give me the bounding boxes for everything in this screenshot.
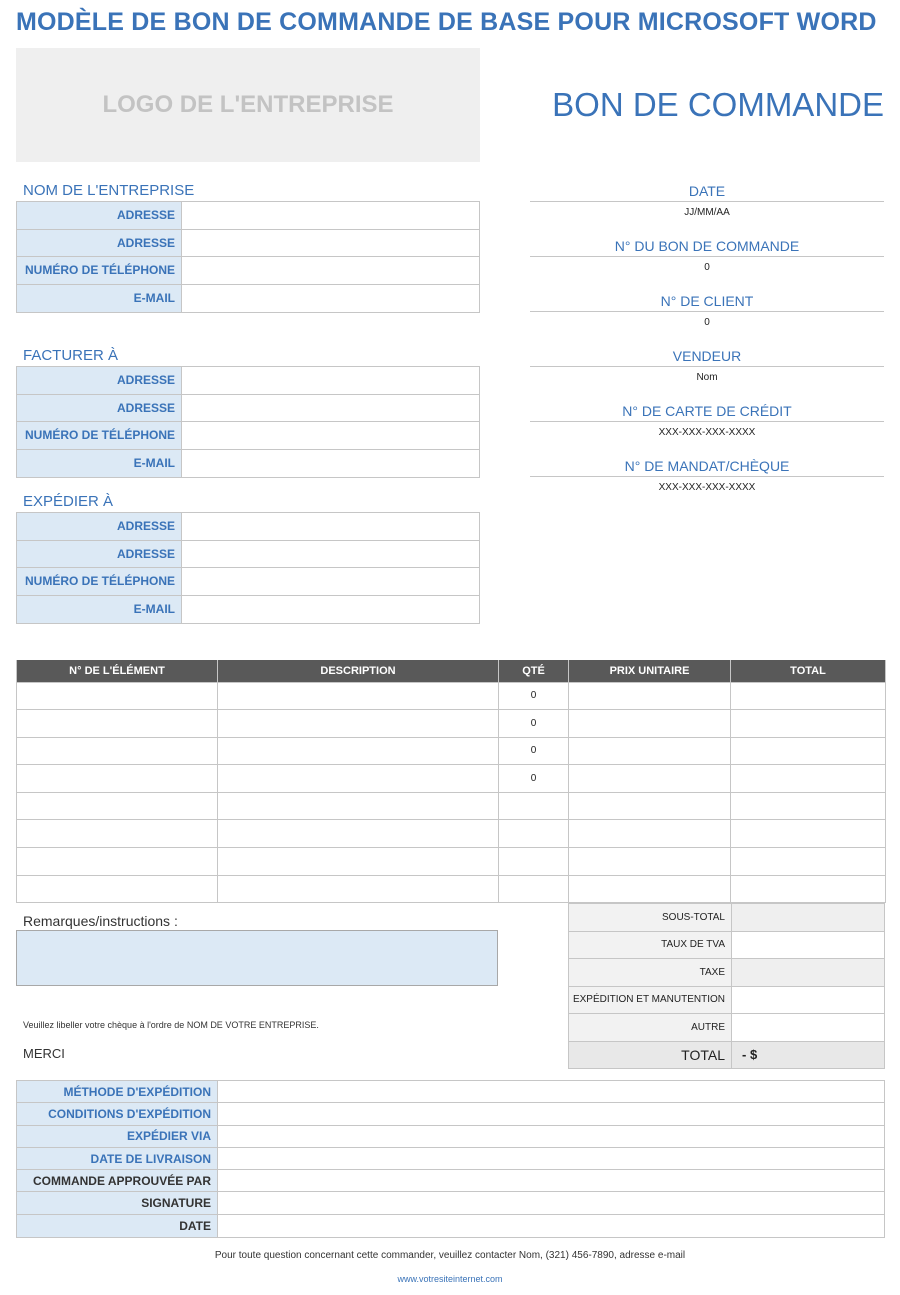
field-label: ADRESSE: [17, 230, 182, 257]
bill-to-row-address-2: [17, 395, 479, 423]
ship-to-row-address-1: [17, 513, 479, 541]
quantity-cell[interactable]: [499, 875, 569, 903]
ship-to-row-address-2: [17, 541, 479, 569]
bill-to-row-address-1: [17, 367, 479, 395]
approval-date-row: [17, 1215, 884, 1237]
seller-block: [530, 348, 884, 386]
ship-to-heading: EXPÉDIER À: [23, 493, 114, 510]
item-number-header: N° DE L'ÉLÉMENT: [17, 660, 218, 682]
approved-by-label: COMMANDE APPROUVÉE PAR: [17, 1170, 218, 1191]
ship-to-row-phone: [17, 568, 479, 596]
shipping-handling-label: EXPÉDITION ET MANUTENTION: [569, 986, 732, 1014]
company-row-address-1: [17, 202, 479, 230]
po-number-label: N° DU BON DE COMMANDE: [530, 238, 884, 257]
shipping-method-row: [17, 1081, 884, 1103]
remarks-label: Remarques/instructions :: [23, 913, 178, 929]
shipping-handling-value[interactable]: [732, 986, 885, 1014]
field-label: ADRESSE: [17, 367, 182, 394]
field-label: ADRESSE: [17, 513, 182, 540]
other-row: [569, 1014, 885, 1042]
item-number-cell[interactable]: [17, 737, 218, 765]
delivery-date-label: DATE DE LIVRAISON: [17, 1148, 218, 1169]
date-block: [530, 183, 884, 221]
money-order-block: [530, 458, 884, 496]
quantity-cell[interactable]: [499, 848, 569, 876]
tax-row: [569, 959, 885, 987]
bill-to-phone-field[interactable]: [182, 422, 479, 449]
seller-label: VENDEUR: [530, 348, 884, 367]
total-cell[interactable]: [731, 875, 886, 903]
unit-price-header: PRIX UNITAIRE: [569, 660, 731, 682]
description-header: DESCRIPTION: [218, 660, 499, 682]
item-number-cell[interactable]: [17, 820, 218, 848]
shipping-terms-row: [17, 1103, 884, 1125]
total-cell[interactable]: [731, 737, 886, 765]
customer-number-block: [530, 293, 884, 331]
credit-card-label: N° DE CARTE DE CRÉDIT: [530, 403, 884, 422]
shipping-method-field[interactable]: [218, 1081, 884, 1102]
table-row: [17, 737, 886, 765]
tax-label: TAXE: [569, 959, 732, 987]
website-link[interactable]: www.votresiteinternet.com: [397, 1274, 503, 1284]
quantity-cell[interactable]: 0: [499, 765, 569, 793]
quantity-cell[interactable]: 0: [499, 737, 569, 765]
item-number-cell[interactable]: [17, 875, 218, 903]
description-cell[interactable]: [218, 682, 499, 710]
ship-via-label: EXPÉDIER VIA: [17, 1126, 218, 1147]
delivery-date-row: [17, 1148, 884, 1170]
field-label: NUMÉRO DE TÉLÉPHONE: [17, 568, 182, 595]
ship-to-address-2-field[interactable]: [182, 541, 479, 568]
description-cell[interactable]: [218, 710, 499, 738]
total-cell[interactable]: [731, 710, 886, 738]
ship-via-row: [17, 1126, 884, 1148]
signature-label: SIGNATURE: [17, 1192, 218, 1213]
company-address-table: [16, 201, 480, 313]
table-row: [17, 682, 886, 710]
approved-by-field[interactable]: [218, 1170, 884, 1191]
description-cell[interactable]: [218, 820, 499, 848]
logo-placeholder: [16, 48, 480, 162]
table-row: [17, 848, 886, 876]
quantity-cell[interactable]: 0: [499, 710, 569, 738]
description-cell[interactable]: [218, 765, 499, 793]
bill-to-email-field[interactable]: [182, 450, 479, 478]
total-cell[interactable]: [731, 682, 886, 710]
ship-via-field[interactable]: [218, 1126, 884, 1147]
ship-to-phone-field[interactable]: [182, 568, 479, 595]
credit-card-block: [530, 403, 884, 441]
bill-to-row-email: [17, 450, 479, 478]
company-phone-field[interactable]: [182, 257, 479, 284]
field-label: E-MAIL: [17, 285, 182, 313]
date-label: DATE: [530, 183, 884, 202]
payable-note: Veuillez libeller votre chèque à l'ordre de NOM DE VOTRE ENTREPRISE.: [23, 1020, 319, 1030]
shipping-terms-label: CONDITIONS D'EXPÉDITION: [17, 1103, 218, 1124]
company-row-email: [17, 285, 479, 313]
shipping-details-table: [16, 1080, 885, 1238]
money-order-value[interactable]: XXX-XXX-XXX-XXXX: [658, 482, 756, 493]
company-row-phone: [17, 257, 479, 285]
items-table: [16, 660, 886, 903]
unit-price-cell[interactable]: [569, 792, 731, 820]
quantity-cell[interactable]: [499, 820, 569, 848]
unit-price-cell[interactable]: [569, 848, 731, 876]
seller-value[interactable]: Nom: [696, 372, 718, 383]
grand-total-value: - $: [732, 1041, 885, 1069]
delivery-date-field[interactable]: [218, 1148, 884, 1169]
vat-rate-row: [569, 931, 885, 959]
item-number-cell[interactable]: [17, 848, 218, 876]
signature-field[interactable]: [218, 1192, 884, 1213]
company-email-field[interactable]: [182, 285, 479, 313]
description-cell[interactable]: [218, 875, 499, 903]
po-number-block: [530, 238, 884, 276]
table-row: [17, 820, 886, 848]
description-cell[interactable]: [218, 737, 499, 765]
quantity-header: QTÉ: [499, 660, 569, 682]
contact-line: Pour toute question concernant cette commander, veuillez contacter Nom, (321) 456-7890, adresse e-mail: [214, 1250, 686, 1261]
unit-price-cell[interactable]: [569, 875, 731, 903]
vat-rate-value[interactable]: [732, 931, 885, 959]
total-cell[interactable]: [731, 820, 886, 848]
thank-you-text: MERCI: [23, 1046, 65, 1061]
other-label: AUTRE: [569, 1014, 732, 1042]
table-row: [17, 792, 886, 820]
table-row: [17, 710, 886, 738]
quantity-cell[interactable]: [499, 792, 569, 820]
total-cell[interactable]: [731, 848, 886, 876]
shipping-terms-field[interactable]: [218, 1103, 884, 1124]
field-label: ADRESSE: [17, 395, 182, 422]
total-cell[interactable]: [731, 792, 886, 820]
money-order-label: N° DE MANDAT/CHÈQUE: [530, 458, 884, 477]
item-number-cell[interactable]: [17, 710, 218, 738]
table-row: [17, 875, 886, 903]
page-title: MODÈLE DE BON DE COMMANDE DE BASE POUR MICROSOFT WORD: [16, 8, 877, 36]
approval-date-field[interactable]: [218, 1215, 884, 1237]
signature-row: [17, 1192, 884, 1214]
tax-value[interactable]: [732, 959, 885, 987]
customer-number-value[interactable]: 0: [704, 317, 710, 328]
company-name-heading: NOM DE L'ENTREPRISE: [23, 182, 195, 199]
grand-total-row: [569, 1041, 885, 1069]
item-number-cell[interactable]: [17, 792, 218, 820]
credit-card-value[interactable]: XXX-XXX-XXX-XXXX: [658, 427, 756, 438]
totals-table: [568, 903, 885, 1069]
subtotal-label: SOUS-TOTAL: [569, 904, 732, 932]
date-value[interactable]: JJ/MM/AA: [684, 207, 730, 218]
field-label: NUMÉRO DE TÉLÉPHONE: [17, 422, 182, 449]
unit-price-cell[interactable]: [569, 710, 731, 738]
unit-price-cell[interactable]: [569, 682, 731, 710]
total-header: TOTAL: [731, 660, 886, 682]
other-value[interactable]: [732, 1014, 885, 1042]
subtotal-value[interactable]: [732, 904, 885, 932]
bill-to-address-2-field[interactable]: [182, 395, 479, 422]
quantity-cell[interactable]: 0: [499, 682, 569, 710]
bill-to-address-1-field[interactable]: [182, 367, 479, 394]
bill-to-heading: FACTURER À: [23, 347, 119, 364]
document-title: BON DE COMMANDE: [552, 86, 884, 123]
ship-to-email-field[interactable]: [182, 596, 479, 624]
unit-price-cell[interactable]: [569, 737, 731, 765]
shipping-method-label: MÉTHODE D'EXPÉDITION: [17, 1081, 218, 1102]
ship-to-address-1-field[interactable]: [182, 513, 479, 540]
vat-rate-label: TAUX DE TVA: [569, 931, 732, 959]
field-label: ADRESSE: [17, 541, 182, 568]
item-number-cell[interactable]: [17, 682, 218, 710]
customer-number-label: N° DE CLIENT: [530, 293, 884, 312]
total-cell[interactable]: [731, 765, 886, 793]
remarks-field[interactable]: [16, 930, 498, 986]
description-cell[interactable]: [218, 848, 499, 876]
description-cell[interactable]: [218, 792, 499, 820]
unit-price-cell[interactable]: [569, 820, 731, 848]
bill-to-table: [16, 366, 480, 478]
company-address-1-field[interactable]: [182, 202, 479, 229]
ship-to-row-email: [17, 596, 479, 624]
items-header-row: [17, 660, 886, 682]
po-number-value[interactable]: 0: [704, 262, 710, 273]
unit-price-cell[interactable]: [569, 765, 731, 793]
shipping-handling-row: [569, 986, 885, 1014]
logo-text: LOGO DE L'ENTREPRISE: [102, 91, 394, 118]
approval-date-label: DATE: [17, 1215, 218, 1237]
field-label: E-MAIL: [17, 450, 182, 478]
ship-to-table: [16, 512, 480, 624]
field-label: ADRESSE: [17, 202, 182, 229]
table-row: [17, 765, 886, 793]
company-address-2-field[interactable]: [182, 230, 479, 257]
item-number-cell[interactable]: [17, 765, 218, 793]
subtotal-row: [569, 904, 885, 932]
bill-to-row-phone: [17, 422, 479, 450]
grand-total-label: TOTAL: [569, 1041, 732, 1069]
company-row-address-2: [17, 230, 479, 258]
field-label: NUMÉRO DE TÉLÉPHONE: [17, 257, 182, 284]
approved-by-row: [17, 1170, 884, 1192]
field-label: E-MAIL: [17, 596, 182, 624]
